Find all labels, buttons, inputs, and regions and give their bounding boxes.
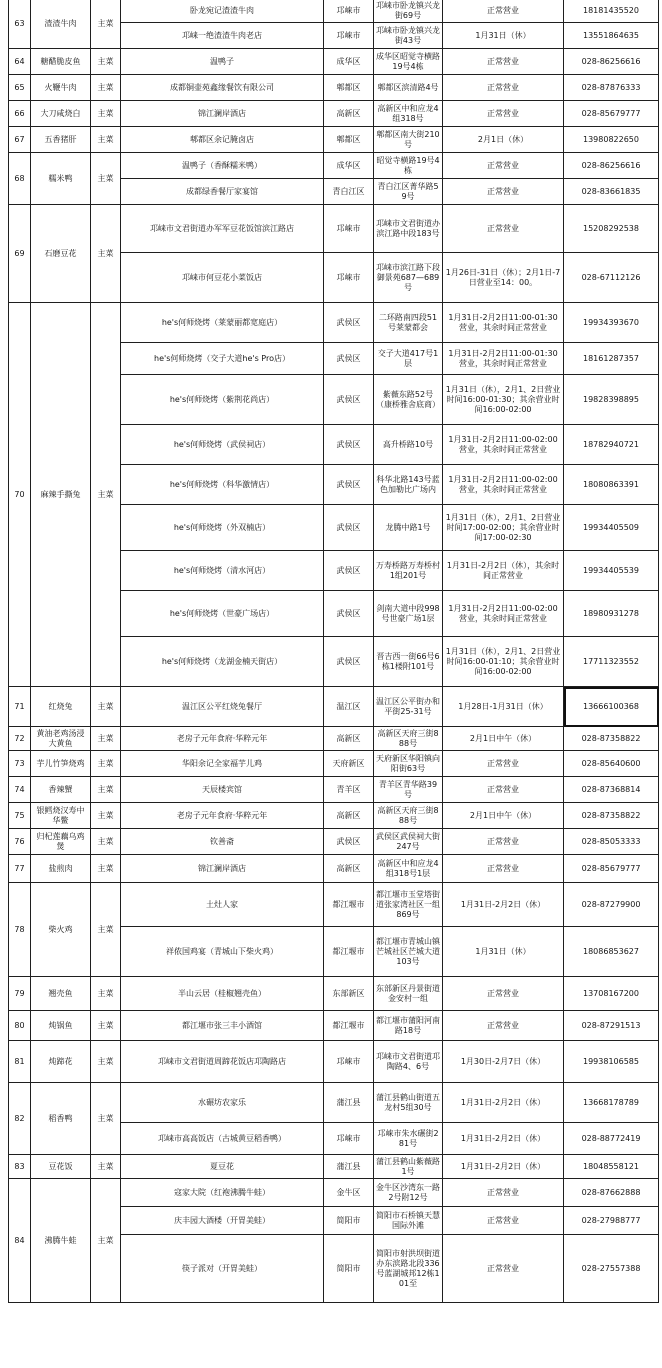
shop-phone: 028-87358822	[564, 727, 659, 751]
shop-address: 郫都区南大街210号	[374, 127, 443, 153]
shop-district: 蒲江县	[324, 1155, 374, 1179]
table-row	[9, 829, 659, 855]
shop-hours: 1月28日-1月31日（休）	[443, 687, 564, 727]
dish-category: 主菜	[91, 49, 121, 75]
shop-address: 邛崃市卧龙镇兴龙街43号	[374, 23, 443, 49]
entry-number: 67	[9, 127, 31, 153]
shop-hours: 1月31日-2月2日（休）	[443, 1123, 564, 1155]
shop-name: 卧龙宛记渣渣牛肉	[121, 0, 324, 23]
shop-name: 温江区公平红烧兔餐厅	[121, 687, 324, 727]
shop-address: 二环路南四段51号莱蒙都会	[374, 303, 443, 343]
shop-hours: 1月31日（休），2月1、2日营业时间16:00-01:30；其余营业时间16:00-02:00	[443, 375, 564, 425]
dish-category: 主菜	[91, 977, 121, 1011]
shop-address: 高升桥路10号	[374, 425, 443, 465]
shop-hours: 1月31日-2月2日（休），其余时间正常营业	[443, 551, 564, 591]
shop-name: 筷子派对（开胃美蛙）	[121, 1235, 324, 1303]
dish-name: 银鳕烧汉寿中华鳖	[31, 803, 91, 829]
shop-hours: 1月31日（休）	[443, 927, 564, 977]
dish-name: 大刀咸烧白	[31, 101, 91, 127]
shop-phone: 19828398895	[564, 375, 659, 425]
shop-hours: 2月1日中午（休）	[443, 727, 564, 751]
dish-category: 主菜	[91, 1041, 121, 1083]
shop-hours: 1月31日（休），2月1、2日营业时间17:00-02:00；其余营业时间17:00-02:30	[443, 505, 564, 551]
shop-district: 武侯区	[324, 505, 374, 551]
entry-number: 70	[9, 303, 31, 687]
shop-address: 青羊区青华路39号	[374, 777, 443, 803]
shop-address: 金牛区沙湾东一路2号附12号	[374, 1179, 443, 1207]
shop-hours: 正常营业	[443, 777, 564, 803]
table-row	[9, 751, 659, 777]
shop-district: 邛崃市	[324, 0, 374, 23]
dish-category: 主菜	[91, 883, 121, 977]
shop-hours: 1月31日-2月2日11:00-02:00营业，其余时间正常营业	[443, 591, 564, 637]
shop-name: 邛崃市文君街道办军军豆花饭馆滨江路店	[121, 205, 324, 253]
dish-category: 主菜	[91, 855, 121, 883]
dish-category: 主菜	[91, 1155, 121, 1179]
shop-district: 邛崃市	[324, 1041, 374, 1083]
shop-name: 夏豆花	[121, 1155, 324, 1179]
shop-phone: 18161287357	[564, 343, 659, 375]
dish-category: 主菜	[91, 829, 121, 855]
shop-address: 简阳市石桥镇天慧国际外滩	[374, 1207, 443, 1235]
dish-name: 稻香鸭	[31, 1083, 91, 1155]
shop-address: 昭觉寺横路19号4栋	[374, 153, 443, 179]
shop-district: 高新区	[324, 855, 374, 883]
shop-phone: 028-27988777	[564, 1207, 659, 1235]
shop-phone: 13551864635	[564, 23, 659, 49]
shop-name: 祥侬国鸡宴（青城山下柴火鸡）	[121, 927, 324, 977]
table-row	[9, 727, 659, 751]
shop-address: 蒲江县鹤山紫薇路1号	[374, 1155, 443, 1179]
restaurant-table	[8, 0, 659, 1303]
shop-address: 万寿桥路万寿桥村1组201号	[374, 551, 443, 591]
dish-name: 炖蹄花	[31, 1041, 91, 1083]
shop-name: he's何师烧烤（龙湖金楠天街店）	[121, 637, 324, 687]
shop-hours: 1月31日-2月2日（休）	[443, 883, 564, 927]
dish-category: 主菜	[91, 101, 121, 127]
shop-name: 钦善斋	[121, 829, 324, 855]
shop-hours: 1月30日-2月7日（休）	[443, 1041, 564, 1083]
shop-address: 高新区中和应龙4组318号1层	[374, 855, 443, 883]
shop-address: 邛崃市朱水碾街281号	[374, 1123, 443, 1155]
shop-address: 邛崃市滨江路下段御景苑687—689号	[374, 253, 443, 303]
shop-hours: 1月31日（休）	[443, 23, 564, 49]
dish-name: 芋儿竹笋烧鸡	[31, 751, 91, 777]
shop-district: 邛崃市	[324, 205, 374, 253]
dish-name: 糯米鸭	[31, 153, 91, 205]
entry-number: 75	[9, 803, 31, 829]
table-row	[9, 153, 659, 179]
table-row	[9, 1179, 659, 1207]
table-row	[9, 777, 659, 803]
table-row	[9, 803, 659, 829]
shop-hours: 正常营业	[443, 179, 564, 205]
shop-district: 高新区	[324, 101, 374, 127]
shop-hours: 1月31日（休），2月1、2日营业时间16:00-01:10；其余营业时间16:00-02:00	[443, 637, 564, 687]
shop-name: 老房子元年食府·华粹元年	[121, 727, 324, 751]
dish-name: 石磨豆花	[31, 205, 91, 303]
shop-district: 武侯区	[324, 637, 374, 687]
shop-district: 都江堰市	[324, 1011, 374, 1041]
entry-number: 73	[9, 751, 31, 777]
shop-name: 寇家大院（红袍沸腾牛蛙）	[121, 1179, 324, 1207]
shop-address: 高新区天府三街888号	[374, 803, 443, 829]
shop-district: 简阳市	[324, 1207, 374, 1235]
shop-phone: 19934405539	[564, 551, 659, 591]
shop-hours: 正常营业	[443, 153, 564, 179]
shop-phone: 18980931278	[564, 591, 659, 637]
dish-category: 主菜	[91, 0, 121, 49]
shop-address: 简阳市射洪坝街道办东滨路北段336号蓝湖城邦12栋101至	[374, 1235, 443, 1303]
shop-phone: 19934405509	[564, 505, 659, 551]
shop-address: 成华区昭觉寺横路19号4栋	[374, 49, 443, 75]
dish-category: 主菜	[91, 303, 121, 687]
shop-phone: 13668178789	[564, 1083, 659, 1123]
shop-address: 晋吉西一街66号6栋1楼附101号	[374, 637, 443, 687]
shop-hours: 正常营业	[443, 49, 564, 75]
shop-phone: 18086853627	[564, 927, 659, 977]
shop-name: 邛崃市文君街道周蹄花饭店邛陶路店	[121, 1041, 324, 1083]
shop-phone: 028-87358822	[564, 803, 659, 829]
entry-number: 66	[9, 101, 31, 127]
shop-phone: 028-85679777	[564, 101, 659, 127]
shop-district: 武侯区	[324, 375, 374, 425]
shop-name: 成都绿香餐厅家宴馆	[121, 179, 324, 205]
shop-hours: 1月26日-31日（休）；2月1日-7日营业至14：00。	[443, 253, 564, 303]
shop-name: 都江堰市张三丰小酒馆	[121, 1011, 324, 1041]
shop-phone: 18080863391	[564, 465, 659, 505]
shop-hours: 1月31日-2月2日（休）	[443, 1155, 564, 1179]
dish-category: 主菜	[91, 1011, 121, 1041]
dish-category: 主菜	[91, 777, 121, 803]
shop-hours: 正常营业	[443, 829, 564, 855]
shop-district: 武侯区	[324, 551, 374, 591]
table-row	[9, 687, 659, 727]
shop-district: 都江堰市	[324, 927, 374, 977]
shop-name: 郫都区余记腌卤店	[121, 127, 324, 153]
shop-hours: 1月31日-2月2日11:00-01:30营业，其余时间正常营业	[443, 343, 564, 375]
entry-number: 68	[9, 153, 31, 205]
shop-hours: 正常营业	[443, 977, 564, 1011]
shop-phone: 028-85679777	[564, 855, 659, 883]
entry-number: 82	[9, 1083, 31, 1155]
dish-name: 麻辣手撕兔	[31, 303, 91, 687]
table-row	[9, 855, 659, 883]
entry-number: 79	[9, 977, 31, 1011]
shop-hours: 正常营业	[443, 0, 564, 23]
dish-category: 主菜	[91, 727, 121, 751]
shop-address: 都江堰市蒲阳河南路18号	[374, 1011, 443, 1041]
shop-phone: 028-86256616	[564, 49, 659, 75]
shop-name: 锦江澜岸酒店	[121, 101, 324, 127]
table-row	[9, 1155, 659, 1179]
shop-address: 蒲江县鹤山街道五龙村5组30号	[374, 1083, 443, 1123]
shop-phone: 028-85640600	[564, 751, 659, 777]
shop-name: he's何师烧烤（清水河店）	[121, 551, 324, 591]
dish-category: 主菜	[91, 687, 121, 727]
shop-name: 华阳余记全家福芋儿鸡	[121, 751, 324, 777]
shop-hours: 1月31日-2月2日11:00-01:30营业，其余时间正常营业	[443, 303, 564, 343]
dish-name: 柴火鸡	[31, 883, 91, 977]
shop-district: 武侯区	[324, 465, 374, 505]
shop-phone: 13980822650	[564, 127, 659, 153]
dish-name: 火鞭牛肉	[31, 75, 91, 101]
shop-district: 天府新区	[324, 751, 374, 777]
shop-name: he's何师烧烤（外双楠店）	[121, 505, 324, 551]
dish-name: 翘壳鱼	[31, 977, 91, 1011]
shop-address: 天府新区华阳镇向阳街63号	[374, 751, 443, 777]
shop-district: 蒲江县	[324, 1083, 374, 1123]
shop-address: 温江区公平街办和平街25-31号	[374, 687, 443, 727]
shop-district: 武侯区	[324, 425, 374, 465]
shop-address: 青白江区菁华路59号	[374, 179, 443, 205]
shop-address: 武侯区武侯祠大街247号	[374, 829, 443, 855]
shop-name: 邛崃一绝渣渣牛肉老店	[121, 23, 324, 49]
table-row	[9, 205, 659, 253]
table-row	[9, 0, 659, 23]
shop-phone: 028-67112126	[564, 253, 659, 303]
shop-name: 土灶人家	[121, 883, 324, 927]
shop-address: 科华北路143号蓝色加勒比广场内	[374, 465, 443, 505]
shop-phone: 028-87662888	[564, 1179, 659, 1207]
shop-phone: 028-87279900	[564, 883, 659, 927]
dish-name: 归杞莲藕乌鸡煲	[31, 829, 91, 855]
shop-name: 锦江澜岸酒店	[121, 855, 324, 883]
entry-number: 72	[9, 727, 31, 751]
shop-name: he's何师烧烤（莱蒙丽都宽庭店）	[121, 303, 324, 343]
dish-name: 黄油老鸡汤浸大黄鱼	[31, 727, 91, 751]
table-row	[9, 1011, 659, 1041]
shop-hours: 正常营业	[443, 855, 564, 883]
shop-hours: 正常营业	[443, 1011, 564, 1041]
shop-hours: 正常营业	[443, 1179, 564, 1207]
shop-hours: 正常营业	[443, 101, 564, 127]
table-row	[9, 101, 659, 127]
shop-phone: 028-87876333	[564, 75, 659, 101]
dish-name: 五香猪肝	[31, 127, 91, 153]
shop-phone: 028-86256616	[564, 153, 659, 179]
table-row	[9, 303, 659, 343]
shop-hours: 1月31日-2月2日11:00-02:00营业，其余时间正常营业	[443, 425, 564, 465]
shop-name: 半山云居（桂椒翘壳鱼）	[121, 977, 324, 1011]
shop-hours: 正常营业	[443, 75, 564, 101]
shop-phone: 15208292538	[564, 205, 659, 253]
shop-address: 高新区天府三街888号	[374, 727, 443, 751]
shop-hours: 2月1日中午（休）	[443, 803, 564, 829]
entry-number: 63	[9, 0, 31, 49]
shop-phone: 028-27557388	[564, 1235, 659, 1303]
shop-phone: 18048558121	[564, 1155, 659, 1179]
entry-number: 77	[9, 855, 31, 883]
shop-phone: 13708167200	[564, 977, 659, 1011]
shop-hours: 正常营业	[443, 205, 564, 253]
shop-name: 水碾坊农家乐	[121, 1083, 324, 1123]
shop-phone: 17711323552	[564, 637, 659, 687]
table-row	[9, 75, 659, 101]
shop-name: he's何师烧烤（科华激情店）	[121, 465, 324, 505]
shop-phone: 19938106585	[564, 1041, 659, 1083]
shop-name: 庆丰园大酒楼（开胃美蛙）	[121, 1207, 324, 1235]
entry-number: 80	[9, 1011, 31, 1041]
shop-address: 都江堰市青城山镇芒城社区芒城大道103号	[374, 927, 443, 977]
shop-phone: 028-87291513	[564, 1011, 659, 1041]
table-row	[9, 1041, 659, 1083]
shop-district: 高新区	[324, 727, 374, 751]
shop-hours: 1月31日-2月2日（休）	[443, 1083, 564, 1123]
shop-district: 郫都区	[324, 127, 374, 153]
shop-name: he's何师烧烤（交子大道he's Pro店）	[121, 343, 324, 375]
table-row	[9, 977, 659, 1011]
shop-address: 郫都区滨清路4号	[374, 75, 443, 101]
shop-phone: 028-87368814	[564, 777, 659, 803]
shop-name: he's何师烧烤（武侯祠店）	[121, 425, 324, 465]
shop-name: 天辰楼宾馆	[121, 777, 324, 803]
entry-number: 76	[9, 829, 31, 855]
entry-number: 84	[9, 1179, 31, 1303]
shop-hours: 2月1日（休）	[443, 127, 564, 153]
shop-district: 简阳市	[324, 1235, 374, 1303]
dish-category: 主菜	[91, 153, 121, 205]
entry-number: 81	[9, 1041, 31, 1083]
shop-name: 邛崃市何豆花小菜饭店	[121, 253, 324, 303]
dish-name: 渣渣牛肉	[31, 0, 91, 49]
shop-name: he's何师烧烤（世豪广场店）	[121, 591, 324, 637]
shop-district: 武侯区	[324, 343, 374, 375]
shop-district: 邛崃市	[324, 23, 374, 49]
table-row	[9, 49, 659, 75]
shop-district: 青羊区	[324, 777, 374, 803]
shop-district: 高新区	[324, 803, 374, 829]
table-row	[9, 127, 659, 153]
dish-name: 盐煎肉	[31, 855, 91, 883]
shop-address: 都江堰市玉堂塔街道张家湾社区一组869号	[374, 883, 443, 927]
shop-district: 武侯区	[324, 303, 374, 343]
dish-category: 主菜	[91, 1083, 121, 1155]
shop-district: 武侯区	[324, 829, 374, 855]
shop-hours: 正常营业	[443, 751, 564, 777]
shop-address: 邛崃市文君街道邛陶路4、6号	[374, 1041, 443, 1083]
shop-hours: 1月31日-2月2日11:00-02:00营业，其余时间正常营业	[443, 465, 564, 505]
shop-hours: 正常营业	[443, 1207, 564, 1235]
shop-district: 都江堰市	[324, 883, 374, 927]
dish-name: 糖醋脆皮鱼	[31, 49, 91, 75]
shop-phone: 028-88772419	[564, 1123, 659, 1155]
dish-name: 香辣蟹	[31, 777, 91, 803]
shop-name: 邛崃市高高饭店（古城黄豆稻香鸭）	[121, 1123, 324, 1155]
entry-number: 74	[9, 777, 31, 803]
shop-address: 邛崃市卧龙镇兴龙街69号	[374, 0, 443, 23]
shop-district: 温江区	[324, 687, 374, 727]
dish-category: 主菜	[91, 205, 121, 303]
dish-name: 豆花饭	[31, 1155, 91, 1179]
entry-number: 83	[9, 1155, 31, 1179]
shop-address: 高新区中和应龙4组318号	[374, 101, 443, 127]
dish-category: 主菜	[91, 751, 121, 777]
shop-district: 成华区	[324, 49, 374, 75]
shop-district: 邛崃市	[324, 1123, 374, 1155]
dish-category: 主菜	[91, 127, 121, 153]
shop-phone: 19934393670	[564, 303, 659, 343]
dish-category: 主菜	[91, 75, 121, 101]
entry-number: 71	[9, 687, 31, 727]
shop-address: 剑南大道中段998号世豪广场1层	[374, 591, 443, 637]
shop-district: 武侯区	[324, 591, 374, 637]
shop-name: 温鸭子（香酥糯米鸭）	[121, 153, 324, 179]
shop-name: 温鸭子	[121, 49, 324, 75]
shop-name: he's何师烧烤（紫荆花尚店）	[121, 375, 324, 425]
shop-name: 成都铜壶苑鑫缘餐饮有限公司	[121, 75, 324, 101]
entry-number: 64	[9, 49, 31, 75]
dish-name: 炖锅鱼	[31, 1011, 91, 1041]
shop-phone: 028-85053333	[564, 829, 659, 855]
dish-name: 沸腾牛蛙	[31, 1179, 91, 1303]
shop-address: 龙腾中路1号	[374, 505, 443, 551]
shop-phone: 18782940721	[564, 425, 659, 465]
shop-phone: 18181435520	[564, 0, 659, 23]
entry-number: 65	[9, 75, 31, 101]
dish-category: 主菜	[91, 1179, 121, 1303]
dish-category: 主菜	[91, 803, 121, 829]
shop-district: 郫都区	[324, 75, 374, 101]
table-row	[9, 1083, 659, 1123]
shop-district: 青白江区	[324, 179, 374, 205]
shop-district: 东部新区	[324, 977, 374, 1011]
table-row	[9, 883, 659, 927]
shop-address: 紫薇东路52号（康桥雅舍底商）	[374, 375, 443, 425]
entry-number: 78	[9, 883, 31, 977]
shop-phone: 028-83661835	[564, 179, 659, 205]
dish-name: 红烧兔	[31, 687, 91, 727]
shop-district: 金牛区	[324, 1179, 374, 1207]
shop-district: 邛崃市	[324, 253, 374, 303]
shop-address: 邛崃市文君街道办滨江路中段183号	[374, 205, 443, 253]
entry-number: 69	[9, 205, 31, 303]
shop-address: 东部新区丹景街道金安村一组	[374, 977, 443, 1011]
shop-phone: 13666100368	[564, 687, 659, 727]
shop-district: 成华区	[324, 153, 374, 179]
shop-address: 交子大道417号1层	[374, 343, 443, 375]
shop-name: 老房子元年食府·华粹元年	[121, 803, 324, 829]
shop-hours: 正常营业	[443, 1235, 564, 1303]
